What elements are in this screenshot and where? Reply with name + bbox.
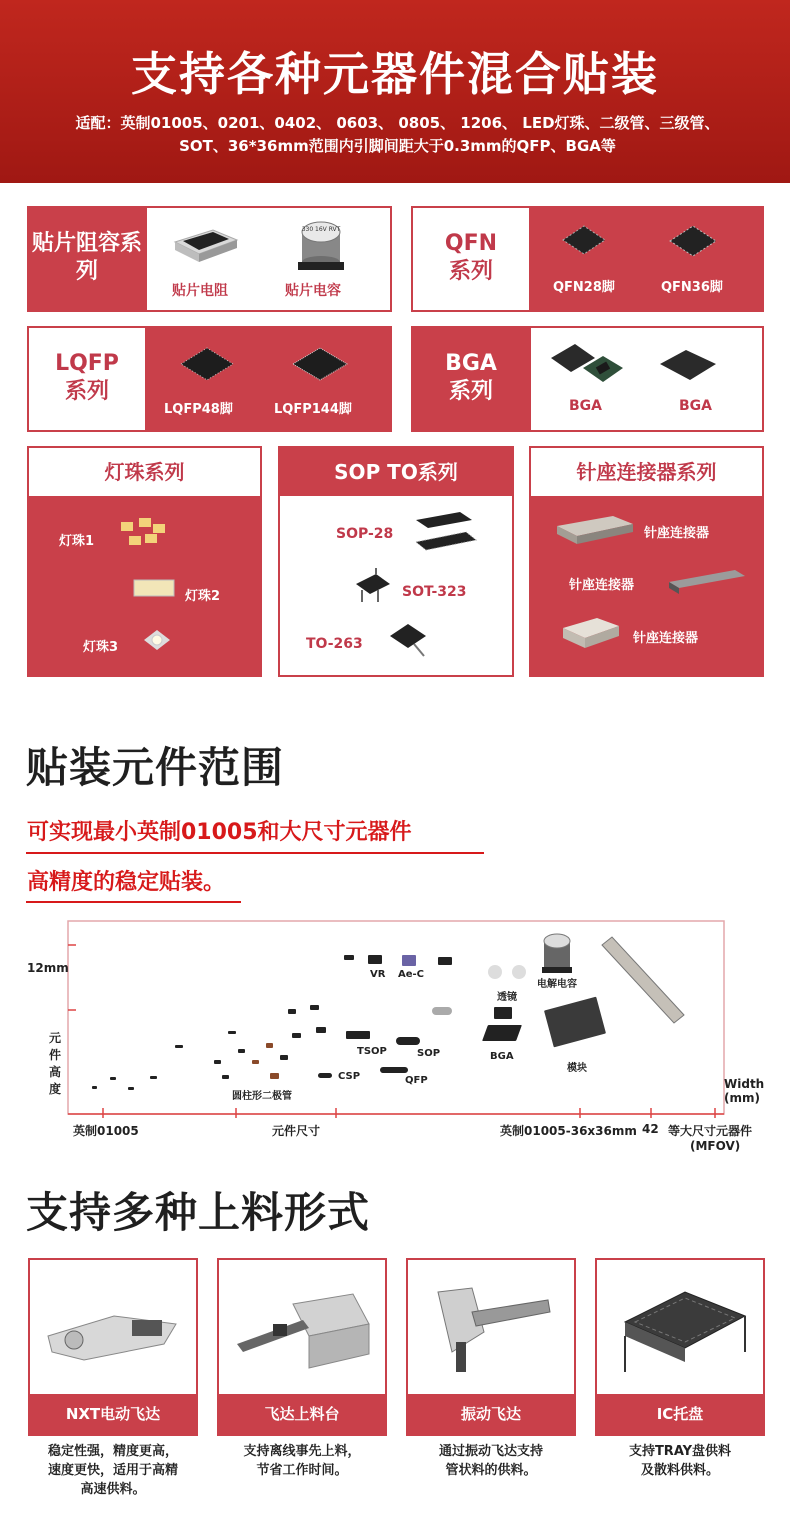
led-bead-1-image (119, 516, 169, 552)
component-mark (512, 965, 526, 979)
series-item-label: TO-263 (306, 636, 363, 652)
series-item-label: SOP-28 (336, 526, 394, 542)
component-mark (438, 957, 452, 965)
vibration-feeder-image (432, 1282, 554, 1382)
bga-chip-image (547, 338, 627, 392)
range-heading: 贴装元件范围 (26, 743, 285, 792)
series-title-box (29, 328, 145, 430)
component-mark (280, 1055, 288, 1060)
desc-line: 通过振动飞达支持 (438, 1444, 543, 1459)
x-tick-label: 英制01005 (73, 1124, 139, 1138)
series-item-label: LQFP48脚 (164, 402, 233, 417)
series-card-chip-rc (27, 206, 392, 312)
component-mark (396, 1037, 420, 1045)
series-item-label: 针座连接器 (644, 526, 710, 541)
subtitle-line-1: 适配：英制01005、0201、0402、 0603、 0805、 1206、 LED灯珠、二级管、三级管、 (75, 114, 720, 132)
y-axis-label: 元件高度 (49, 1031, 62, 1096)
series-item-label: QFN28脚 (553, 280, 615, 295)
component-label: VR (370, 969, 386, 980)
feeding-card-desc (215, 1442, 389, 1480)
component-label: 透镜 (497, 992, 517, 1003)
component-mark (110, 1077, 116, 1080)
component-mark (175, 1045, 183, 1048)
series-item-label: QFN36脚 (661, 280, 723, 295)
lqfp144-chip-image (289, 342, 351, 386)
lqfp48-chip-image (177, 342, 237, 386)
series-title-connector: 针座连接器系列 (576, 460, 717, 484)
component-label: BGA (490, 1051, 514, 1062)
desc-line: 管状料的供料。 (445, 1463, 537, 1478)
range-line-1: 可实现最小英制01005和大尺寸元器件 (27, 820, 412, 845)
component-mark (270, 1073, 279, 1079)
component-mark (252, 1060, 259, 1064)
page-title: 支持各种元器件混合贴装 (131, 47, 659, 101)
series-card-led (27, 446, 262, 677)
electrolytic-capacitor-mark (540, 931, 574, 977)
series-title-qfn-line2: 系列 (448, 259, 493, 284)
sop28-chip-image (410, 510, 480, 560)
component-mark (494, 1007, 512, 1019)
desc-line: 支持TRAY盘供料 (628, 1444, 732, 1459)
bga-chip-image-2 (656, 344, 722, 388)
to263-chip-image (384, 616, 432, 664)
component-label: 模块 (567, 1063, 587, 1074)
series-item-label: 灯珠3 (83, 640, 119, 655)
component-mark (150, 1076, 157, 1079)
feeding-card-label: 振动飞达 (408, 1394, 574, 1434)
series-item-label: BGA (679, 398, 712, 414)
feeding-card-desc (26, 1442, 200, 1499)
component-label: 圆柱形二极管 (232, 1091, 292, 1102)
series-item-label: 灯珠1 (59, 534, 95, 549)
series-title-box (29, 448, 260, 496)
feeding-card-label: NXT电动飞达 (30, 1394, 196, 1434)
feeding-card-desc (404, 1442, 578, 1480)
feeding-card-nxt (28, 1258, 198, 1436)
component-mark (238, 1049, 245, 1053)
series-card-lqfp (27, 326, 392, 432)
component-label: Ae-C (398, 969, 425, 980)
component-label: SOP (417, 1048, 441, 1059)
component-label: QFP (405, 1075, 428, 1086)
series-item-label: 灯珠2 (185, 589, 221, 604)
series-card-connector (529, 446, 764, 677)
electrolytic-capacitor-image (292, 218, 352, 276)
component-mark (222, 1075, 229, 1079)
ic-tray-image (615, 1282, 751, 1382)
nxt-feeder-image (44, 1296, 184, 1372)
sot323-chip-image (348, 568, 396, 608)
x-axis-unit: Width (mm) (724, 1077, 765, 1105)
connector-2-image (665, 566, 749, 598)
subtitle-line-2: SOT、36*36mm范围内引脚间距大于0.3mm的QFP、BGA等 (179, 137, 616, 155)
component-label: TSOP (357, 1046, 387, 1057)
series-title-chip-rc: 贴片阻容系列 (31, 231, 142, 284)
range-underline-1 (26, 852, 484, 854)
series-item-label: SOT-323 (402, 584, 467, 600)
range-underline-2 (26, 901, 241, 903)
series-title-sop: SOP TO系列 (334, 460, 458, 484)
series-title-bga: BGA (445, 351, 497, 376)
component-mark (488, 965, 502, 979)
component-label: 电解电容 (537, 979, 577, 990)
y-tick-label: 12mm (27, 961, 69, 975)
desc-line: 节省工作时间。 (256, 1463, 348, 1478)
led-bead-3-image (142, 626, 172, 654)
feeding-card-label: 飞达上料台 (219, 1394, 385, 1434)
component-mark (432, 1007, 452, 1015)
series-image-area (531, 328, 762, 430)
large-connector-mark (598, 935, 690, 1027)
feeding-heading: 支持多种上料形式 (26, 1188, 371, 1237)
feeding-card-vibration (406, 1258, 576, 1436)
feeder-cart-image (233, 1284, 375, 1374)
component-mark (316, 1027, 326, 1033)
series-title-bga-line2: 系列 (448, 379, 493, 404)
component-mark (92, 1086, 97, 1089)
led-bead-2-image (130, 576, 180, 602)
feeding-card-ic-tray (595, 1258, 765, 1436)
series-title-lqfp: LQFP (55, 351, 119, 376)
chip-resistor-image (169, 224, 241, 264)
desc-line: 支持离线事先上料， (243, 1444, 361, 1459)
page-subtitle (25, 112, 770, 158)
component-mark (128, 1087, 134, 1090)
series-title-lqfp-line2: 系列 (64, 379, 109, 404)
series-title-qfn: QFN (444, 231, 498, 256)
feeding-card-feeder-cart (217, 1258, 387, 1436)
component-mark (292, 1033, 301, 1038)
series-item-label: 针座连接器 (569, 578, 635, 593)
component-range-diagram (0, 915, 790, 1160)
x-tick-label: 英制01005-36x36mm (500, 1124, 637, 1138)
component-mark (288, 1009, 296, 1014)
component-mark (368, 955, 382, 964)
capacitor-marking: 330 16V RVT (301, 226, 341, 233)
series-title-box (531, 448, 762, 496)
component-label: CSP (338, 1071, 361, 1082)
component-mark (346, 1031, 370, 1039)
series-image-area (147, 208, 390, 310)
series-item-label: LQFP144脚 (274, 402, 352, 417)
component-mark (228, 1031, 236, 1034)
x-tick-label: 元件尺寸 (272, 1124, 321, 1138)
series-item-label: 贴片电容 (285, 283, 341, 299)
desc-line: 稳定性强，精度更高， (47, 1444, 178, 1459)
range-line-2: 高精度的稳定贴装。 (27, 870, 226, 895)
series-title-led: 灯珠系列 (104, 460, 185, 484)
series-image-area (280, 496, 512, 675)
x-tick-label: 42 (642, 1122, 659, 1136)
component-mark (310, 1005, 319, 1010)
series-card-qfn (411, 206, 764, 312)
component-mark (402, 955, 416, 966)
series-title-box (413, 208, 529, 310)
x-tick-label: 等大尺寸元器件 (668, 1124, 753, 1138)
component-mark (266, 1043, 273, 1048)
header-banner (0, 0, 790, 183)
qfn28-chip-image (559, 220, 609, 260)
component-mark (482, 1025, 522, 1041)
connector-3-image (559, 612, 623, 652)
desc-line: 及散料供料。 (640, 1463, 719, 1478)
desc-line: 高速供料。 (80, 1482, 146, 1497)
component-mark (318, 1073, 332, 1078)
series-card-bga (411, 326, 764, 432)
x-tick-label: (MFOV) (690, 1139, 741, 1153)
desc-line: 速度更快，适用于高精 (47, 1463, 178, 1478)
series-item-label: 针座连接器 (633, 631, 699, 646)
feeding-card-desc (593, 1442, 767, 1480)
qfn36-chip-image (666, 220, 720, 262)
series-item-label: BGA (569, 398, 602, 414)
connector-1-image (553, 510, 637, 550)
series-card-sop (278, 446, 514, 677)
component-mark (380, 1067, 408, 1073)
series-item-label: 贴片电阻 (172, 283, 228, 299)
component-mark (214, 1060, 221, 1064)
component-mark (344, 955, 354, 960)
feeding-card-label: IC托盘 (597, 1394, 763, 1434)
